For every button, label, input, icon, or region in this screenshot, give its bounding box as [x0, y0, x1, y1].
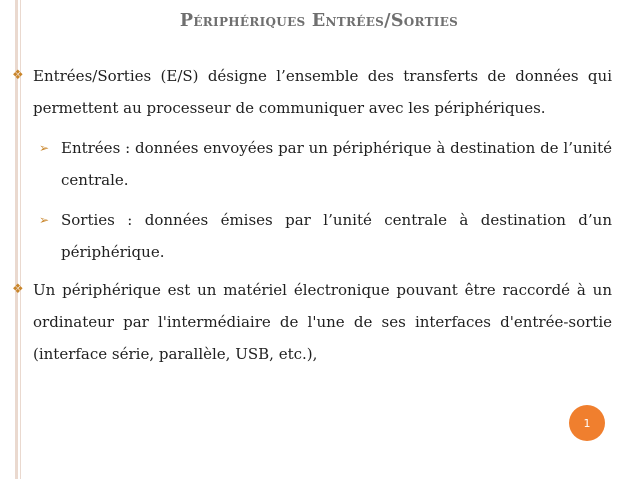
sub-bullet-item — [0, 132, 638, 196]
page-number-badge — [569, 405, 605, 441]
diamond-bullet-icon: ❖ — [12, 68, 24, 83]
bullet-item — [0, 274, 638, 370]
bullet-item — [0, 60, 638, 124]
sub-bullet-item — [0, 204, 638, 268]
arrow-bullet-icon: ➢ — [39, 213, 50, 227]
diamond-bullet-icon: ❖ — [12, 282, 24, 297]
sub-bullet-text: Entrées : données envoyées par un périphérique à destination de l’unité centrale. — [61, 139, 612, 189]
bullet-text: Entrées/Sorties (E/S) désigne l’ensemble des transferts de données qui permettent au processeur de communiquer avec les périphériques. — [33, 67, 612, 117]
sub-bullet-text: Sorties : données émises par l’unité centrale à destination d’un périphérique. — [61, 211, 612, 261]
bullet-text: Un périphérique est un matériel électronique pouvant être raccordé à un ordinateur par l'intermédiaire de l'une de ses interfaces d'entrée-sortie (interface série, parallèle, USB, etc.), — [33, 281, 612, 363]
arrow-bullet-icon: ➢ — [39, 141, 50, 155]
slide-content — [0, 60, 638, 370]
slide-title: Périphériques Entrées/Sorties — [179, 11, 459, 31]
page-number: 1 — [583, 416, 591, 430]
